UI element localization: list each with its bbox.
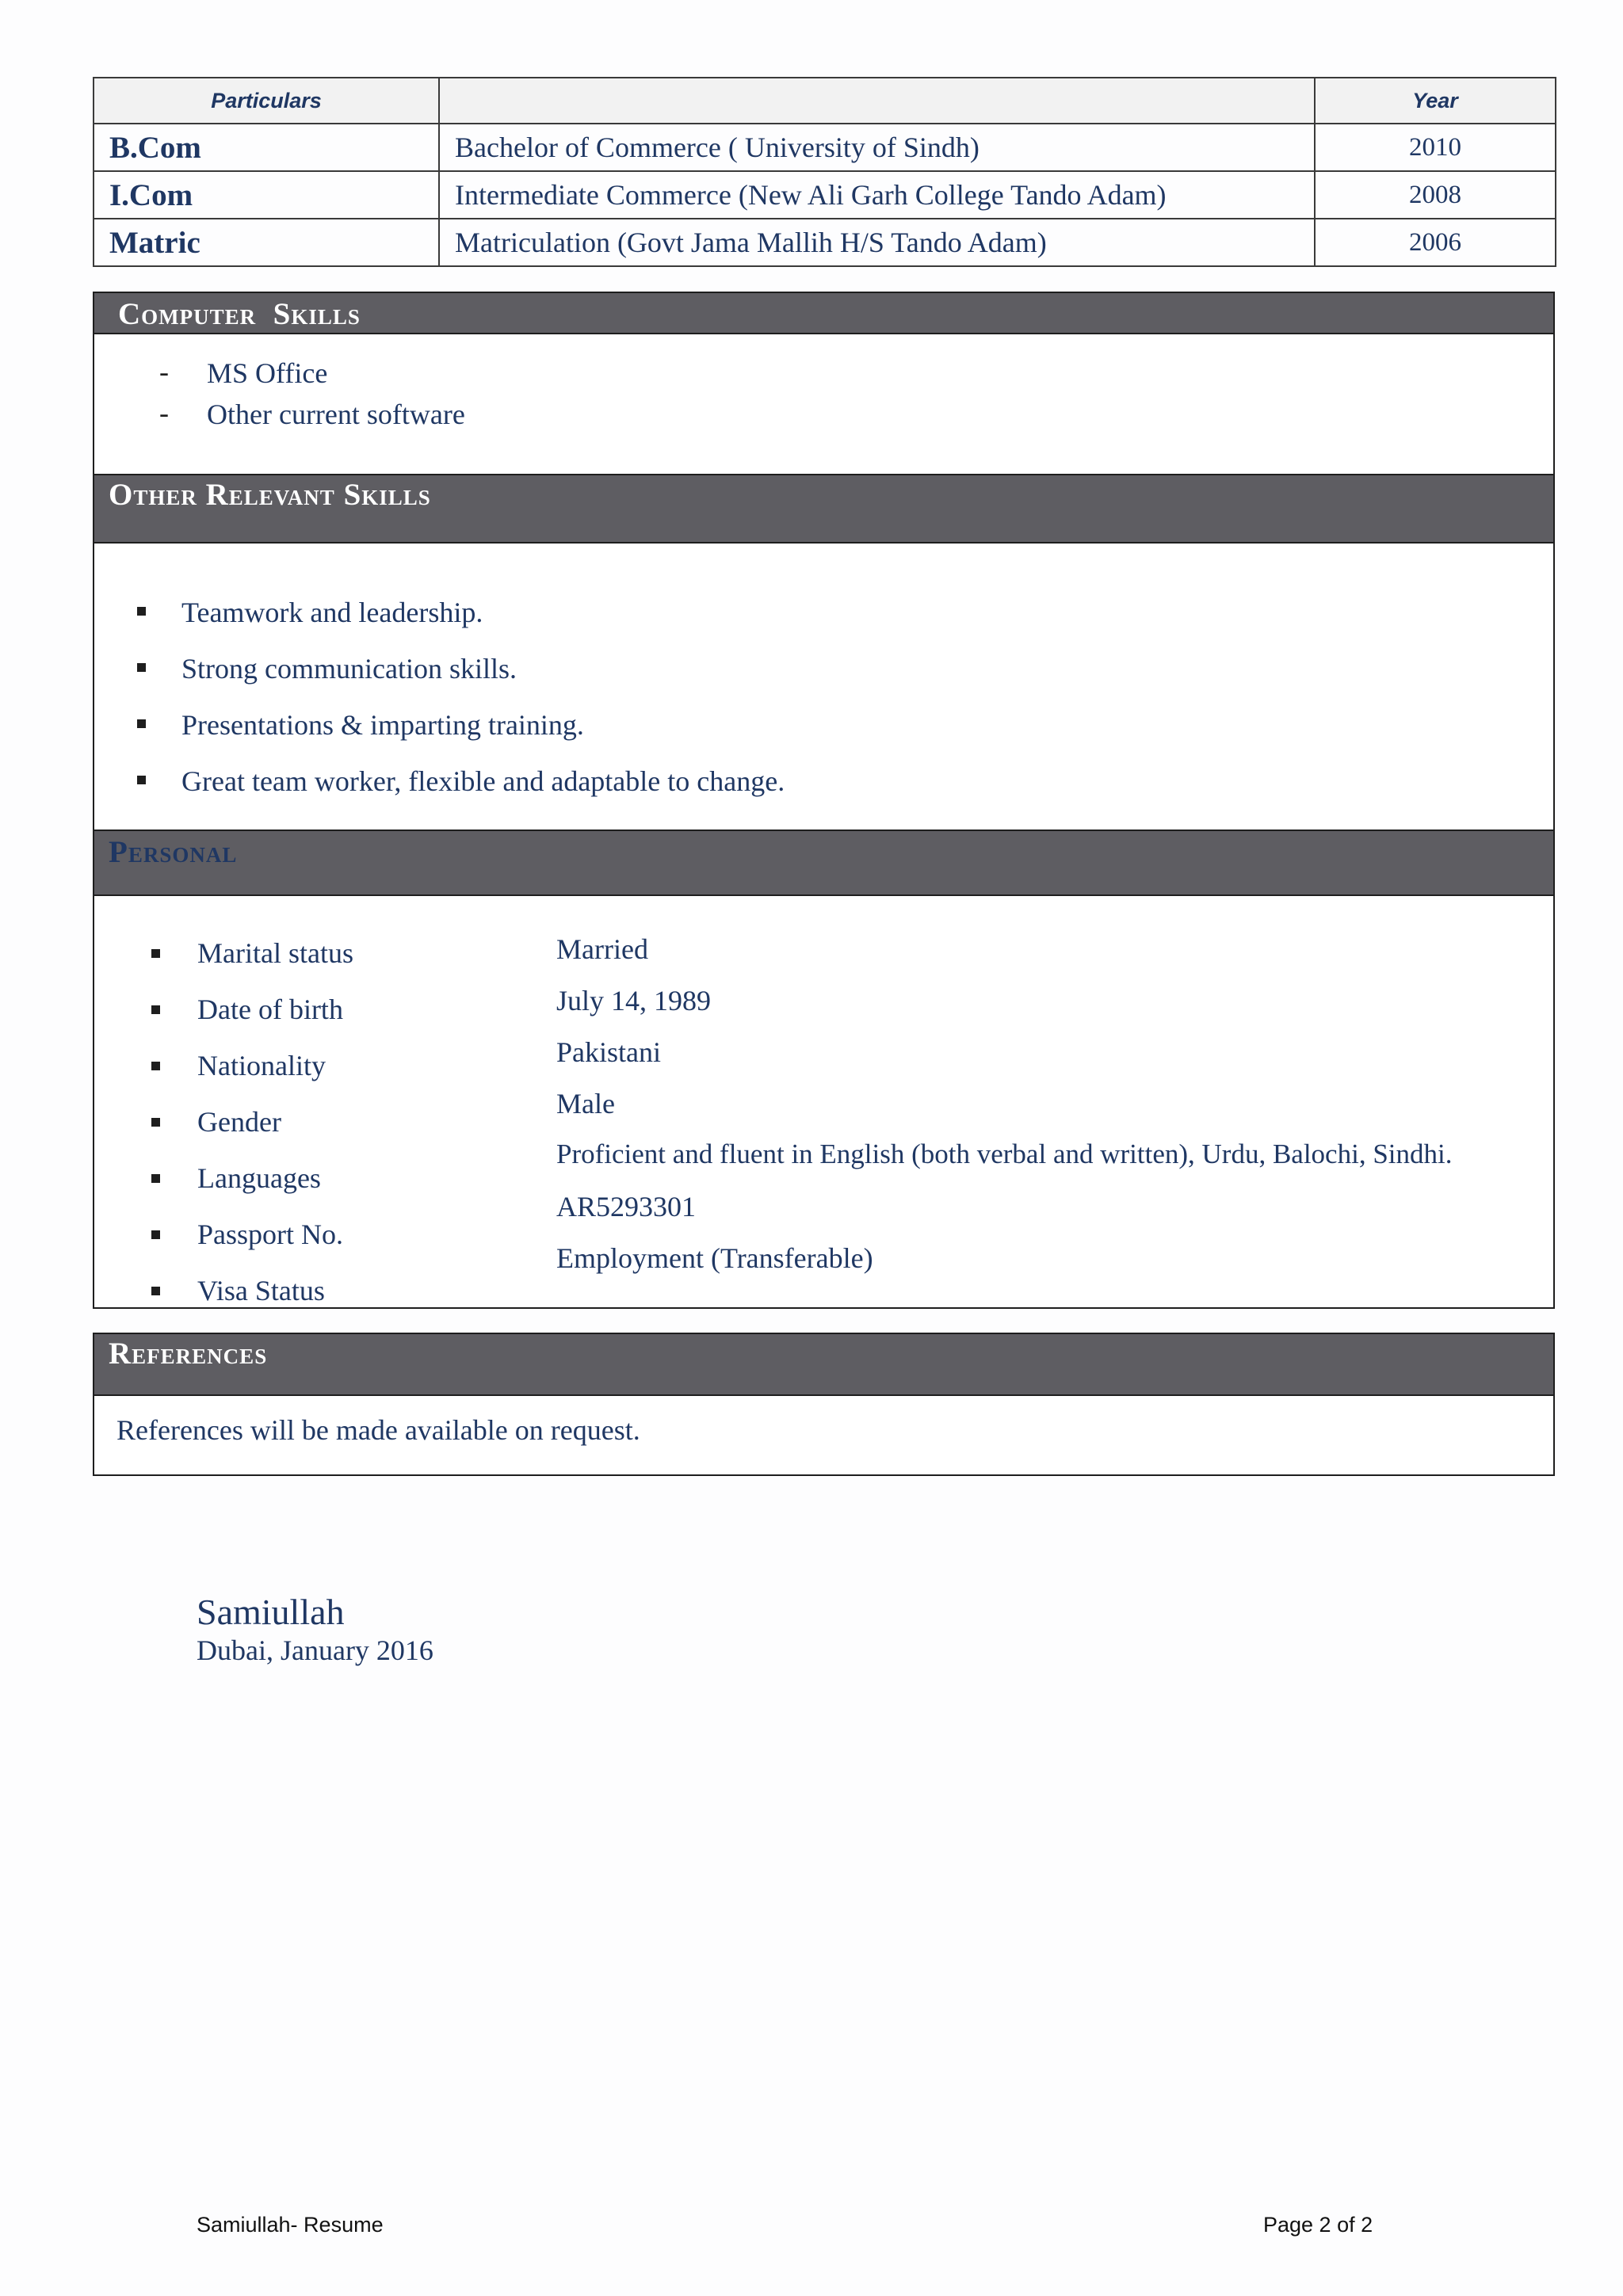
personal-label: Date of birth: [197, 994, 343, 1025]
degree-year: 2006: [1315, 219, 1556, 266]
personal-value: Male: [556, 1088, 615, 1119]
education-row: [94, 171, 1556, 219]
education-row: [94, 124, 1556, 171]
personal-header: [94, 831, 1553, 896]
degree: B.Com: [94, 124, 439, 171]
degree-year: 2010: [1315, 124, 1556, 171]
other-skills-header: [94, 475, 1553, 543]
personal-value: AR5293301: [556, 1191, 697, 1222]
signature-place-date: Dubai, January 2016: [197, 1634, 433, 1666]
personal-section: [93, 830, 1555, 1309]
computer-skill-item: Other current software: [207, 399, 465, 430]
other-skills-title: Other Relevant Skills: [109, 478, 431, 512]
personal-value: Married: [556, 933, 648, 965]
square-bullet: [151, 1287, 160, 1295]
degree: Matric: [94, 219, 439, 266]
particulars-header: Particulars: [94, 78, 439, 124]
year-header: Year: [1315, 78, 1556, 124]
degree: I.Com: [94, 171, 439, 219]
personal-label: Nationality: [197, 1050, 326, 1081]
square-bullet: [151, 1174, 160, 1183]
other-skill-item: Great team worker, flexible and adaptable to change.: [181, 765, 785, 797]
square-bullet: [151, 1230, 160, 1239]
square-bullet: [137, 776, 146, 784]
other-skill-item: Strong communication skills.: [181, 653, 517, 685]
references-text: References will be made available on request.: [116, 1414, 640, 1446]
education-row: [94, 219, 1556, 266]
square-bullet: [137, 719, 146, 728]
degree-year: 2008: [1315, 171, 1556, 219]
square-bullet: [151, 949, 160, 958]
other-skill-item: Presentations & imparting training.: [181, 709, 584, 741]
references-section: [93, 1333, 1555, 1476]
degree-description: Bachelor of Commerce ( University of Sindh): [439, 124, 1315, 171]
degree-description: Matriculation (Govt Jama Mallih H/S Tando Adam): [439, 219, 1315, 266]
personal-value: July 14, 1989: [556, 985, 712, 1016]
square-bullet: [151, 1005, 160, 1014]
personal-label: Marital status: [197, 937, 353, 969]
footer-page-number: Page 2 of 2: [1263, 2213, 1373, 2237]
personal-label: Passport No.: [197, 1219, 344, 1250]
personal-value: Employment (Transferable): [556, 1242, 873, 1274]
education-header-row: [94, 78, 1556, 124]
education-table: [93, 77, 1556, 267]
square-bullet: [137, 607, 146, 616]
footer-left: Samiullah- Resume: [197, 2213, 384, 2237]
square-bullet: [137, 663, 146, 672]
description-header: [439, 78, 1315, 124]
dash-bullet: -: [159, 397, 169, 429]
signature-name: Samiullah: [197, 1592, 345, 1632]
personal-value: Pakistani: [556, 1036, 661, 1068]
computer-skills-header: [94, 293, 1553, 334]
computer-skills-section: [93, 292, 1555, 475]
square-bullet: [151, 1118, 160, 1127]
personal-label: Visa Status: [197, 1275, 325, 1306]
personal-label: Gender: [197, 1106, 281, 1138]
references-header: [94, 1334, 1553, 1396]
other-skill-item: Teamwork and leadership.: [181, 597, 483, 628]
personal-label: Languages: [197, 1162, 321, 1194]
degree-description: Intermediate Commerce (New Ali Garh College Tando Adam): [439, 171, 1315, 219]
computer-skills-title: Computer Skills: [118, 297, 361, 331]
computer-skill-item: MS Office: [207, 357, 328, 389]
other-skills-section: [93, 474, 1555, 832]
personal-value: Proficient and fluent in English (both verbal and written), Urdu, Balochi, Sindhi.: [556, 1138, 1453, 1169]
references-title: References: [109, 1337, 268, 1371]
personal-title: Personal: [109, 835, 238, 869]
square-bullet: [151, 1062, 160, 1070]
dash-bullet: -: [159, 356, 169, 387]
